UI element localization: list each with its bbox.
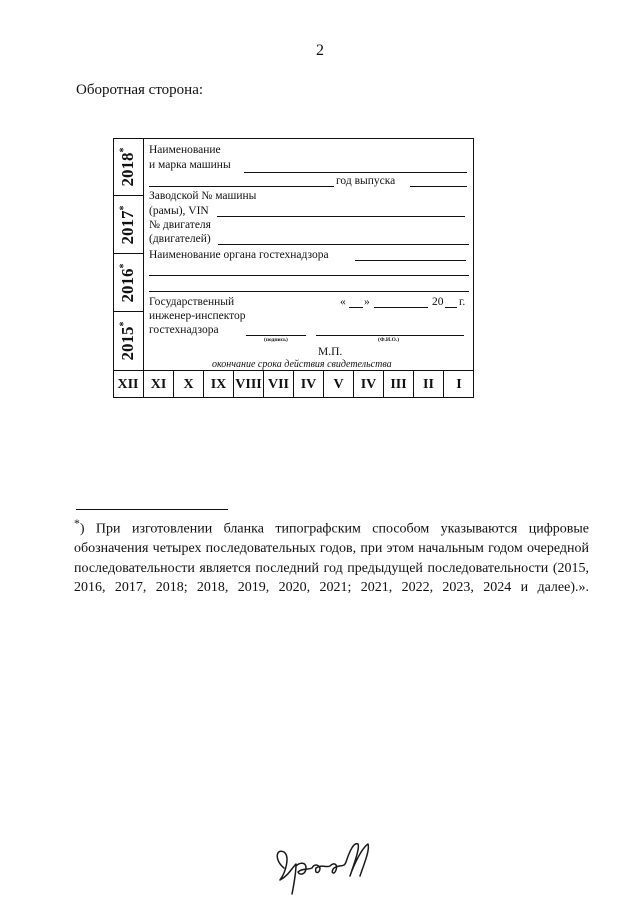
year-cell bbox=[113, 254, 143, 312]
year-label: 2015* bbox=[118, 321, 137, 361]
inspector-title-2: инженер-инспектор bbox=[149, 310, 246, 322]
vin-line bbox=[217, 216, 465, 217]
full-name-line bbox=[316, 335, 464, 336]
year-cell bbox=[113, 138, 143, 196]
full-name-caption: (Ф.И.О.) bbox=[378, 337, 400, 343]
machine-name-line-2 bbox=[149, 186, 334, 187]
engine-line bbox=[218, 244, 469, 245]
inspector-title-1: Государственный bbox=[149, 296, 235, 308]
engine-number-label: № двигателя bbox=[149, 219, 211, 231]
date-close-quote: » bbox=[364, 296, 370, 308]
footnote bbox=[74, 514, 589, 617]
year-column bbox=[113, 138, 144, 370]
date-open-quote: « bbox=[340, 296, 346, 308]
frame-vin-label: (рамы), VIN bbox=[149, 205, 209, 217]
year-cell bbox=[113, 312, 143, 370]
handwritten-signature-icon bbox=[270, 838, 380, 898]
year-label: 2016* bbox=[118, 263, 137, 302]
month-numeral: IV bbox=[354, 371, 384, 398]
footnote-marker: * bbox=[74, 517, 80, 530]
authority-line-3 bbox=[149, 291, 469, 292]
footnote-separator bbox=[76, 509, 228, 510]
date-year-line bbox=[445, 307, 457, 308]
stamp-place: М.П. bbox=[318, 346, 343, 358]
month-numeral: XII bbox=[113, 371, 144, 398]
page-number: 2 bbox=[316, 42, 324, 59]
signature-caption: (подпись) bbox=[264, 337, 288, 343]
year-of-issue-line bbox=[410, 186, 467, 187]
month-numeral: I bbox=[456, 376, 462, 392]
authority-label: Наименование органа гостехнадзора bbox=[149, 249, 329, 261]
month-numeral: II bbox=[414, 371, 444, 398]
month-numeral: VII bbox=[264, 371, 294, 398]
footnote-text: ) При изготовлении бланка типографским способом указываются цифровые обозначения четырех последовательных годов, при этом начальным годом очередной последовательности является последний год предыдущей последовательности (2015, 2016, 2017, 2018; 2018, 2019, 2020, 2021; 2021, 2022, 2023, 2024 и далее).». bbox=[74, 521, 589, 596]
expiry-caption: окончание срока действия свидетельства bbox=[212, 359, 392, 370]
machine-name-label: Наименование bbox=[149, 144, 221, 156]
date-day-line bbox=[349, 307, 363, 308]
serial-number-label: Заводской № машины bbox=[149, 190, 257, 202]
month-numerals-row bbox=[113, 370, 474, 398]
month-numeral: III bbox=[384, 371, 414, 398]
signature-line bbox=[246, 335, 306, 336]
year-cell bbox=[113, 196, 143, 254]
month-numeral: X bbox=[174, 371, 204, 398]
authority-line-2 bbox=[149, 275, 469, 276]
month-numeral: IV bbox=[294, 371, 324, 398]
engines-label: (двигателей) bbox=[149, 233, 211, 245]
month-numeral: IX bbox=[204, 371, 234, 398]
machine-name-line bbox=[244, 172, 467, 173]
month-numeral: XI bbox=[144, 371, 174, 398]
year-label: 2018* bbox=[118, 147, 137, 186]
date-year-prefix: 20 bbox=[432, 296, 444, 308]
inspector-title-3: гостехнадзора bbox=[149, 324, 219, 336]
date-month-line bbox=[374, 307, 428, 308]
year-of-issue-label: год выпуска bbox=[336, 175, 396, 187]
reverse-side-title: Оборотная сторона: bbox=[76, 82, 204, 98]
month-numeral: V bbox=[324, 371, 354, 398]
machine-brand-label: и марка машины bbox=[149, 159, 231, 171]
year-label: 2017* bbox=[118, 205, 137, 244]
authority-line bbox=[355, 260, 466, 261]
date-year-suffix: г. bbox=[459, 296, 466, 308]
month-numeral: VIII bbox=[234, 371, 264, 398]
